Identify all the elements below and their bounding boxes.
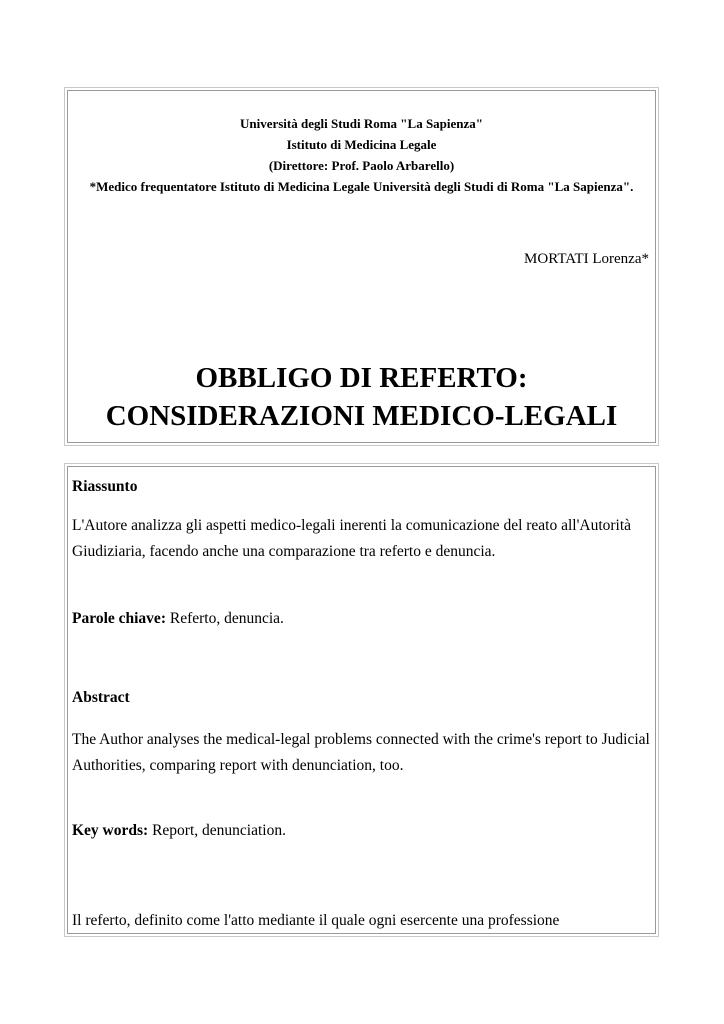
key-words: [72, 818, 651, 844]
parole-chiave: [72, 606, 651, 632]
parole-chiave-label: Parole chiave:: [72, 610, 166, 627]
document-title-line-1: OBBLIGO DI REFERTO:: [195, 362, 528, 394]
key-words-value: Report, denunciation.: [148, 822, 286, 839]
header-frame: [67, 90, 656, 443]
affiliation-university: Università degli Studi Roma "La Sapienza": [239, 116, 484, 131]
affiliation-director: (Direttore: Prof. Paolo Arbarello): [268, 158, 455, 173]
riassunto-heading: Riassunto: [72, 478, 138, 495]
parole-chiave-value: Referto, denuncia.: [165, 610, 284, 627]
document-title-line-2: CONSIDERAZIONI MEDICO-LEGALI: [105, 400, 618, 432]
abstract-text: The Author analyses the medical-legal problems connected with the crime's report to Judicial Authorities, comparing report with denunciation, too.: [72, 731, 650, 774]
abstract-heading: Abstract: [72, 689, 130, 706]
content-frame: [67, 466, 656, 934]
author-name: MORTATI Lorenza*: [524, 251, 649, 267]
affiliation-footnote: *Medico frequentatore Istituto di Medicina Legale Università degli Studi di Roma "La Sapienza".: [89, 179, 634, 194]
riassunto-text: L'Autore analizza gli aspetti medico-legali inerenti la comunicazione del reato all'Autorità Giudiziaria, facendo anche una comparazione tra referto e denuncia.: [72, 517, 632, 560]
body-text-start: Il referto, definito come l'atto mediante il quale ogni esercente una professione: [72, 912, 560, 929]
key-words-label: Key words:: [72, 822, 149, 839]
affiliation-institute: Istituto di Medicina Legale: [286, 137, 437, 152]
